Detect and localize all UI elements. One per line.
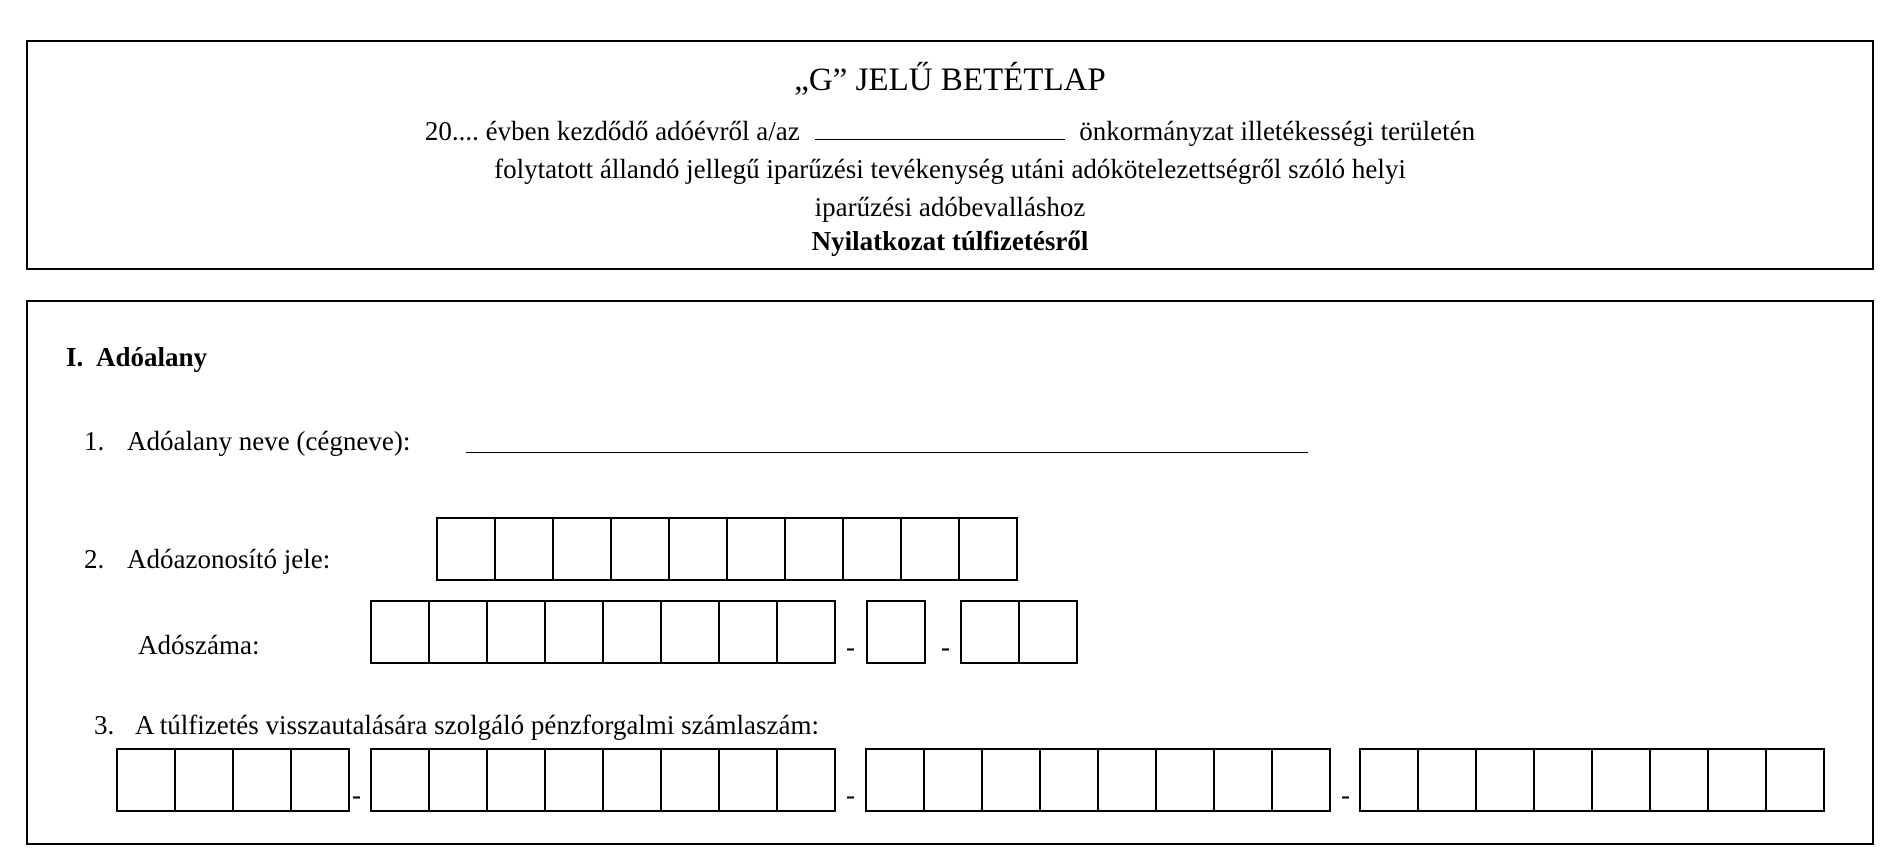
digit-cell[interactable] [1709,750,1767,810]
subtitle-line-1-end: önkormányzat illetékességi területén [1079,116,1476,146]
tax-number-separator-2: - [941,632,950,662]
digit-cell[interactable] [1215,750,1273,810]
account-part-4[interactable] [1359,748,1825,812]
digit-cell[interactable] [372,750,430,810]
municipality-blank[interactable] [815,117,1065,140]
digit-cell[interactable] [720,750,778,810]
digit-cell[interactable] [778,602,836,662]
digit-cell[interactable] [604,602,662,662]
tax-number-separator-1: - [846,632,855,662]
header-box [26,40,1874,270]
digit-cell[interactable] [1361,750,1419,810]
digit-cell[interactable] [867,750,925,810]
digit-cell[interactable] [960,519,1018,579]
item-3-text: A túlfizetés visszautalására szolgáló pénzforgalmi számlaszám: [135,710,820,740]
digit-cell[interactable] [868,602,926,662]
digit-cell[interactable] [844,519,902,579]
digit-cell[interactable] [983,750,1041,810]
section-heading-number: I. [66,342,84,372]
digit-cell[interactable] [176,750,234,810]
item-3-number: 3. [94,710,115,740]
item-2-label [84,544,330,575]
digit-cell[interactable] [546,750,604,810]
digit-cell[interactable] [720,602,778,662]
digit-cell[interactable] [430,602,488,662]
digit-cell[interactable] [372,602,430,662]
account-part-1[interactable] [116,748,350,812]
digit-cell[interactable] [1041,750,1099,810]
item-1-text: Adóalany neve (cégneve): [127,426,411,456]
digit-cell[interactable] [438,519,496,579]
item-1-label [84,426,410,457]
digit-cell[interactable] [292,750,350,810]
item-2-number: 2. [84,544,105,574]
digit-cell[interactable] [1477,750,1535,810]
section-heading-text: Adóalany [96,342,208,372]
digit-cell[interactable] [1419,750,1477,810]
digit-cell[interactable] [1651,750,1709,810]
tax-number-part-3[interactable] [960,600,1078,664]
digit-cell[interactable] [670,519,728,579]
digit-cell[interactable] [786,519,844,579]
digit-cell[interactable] [902,519,960,579]
digit-cell[interactable] [962,602,1020,662]
digit-cell[interactable] [488,602,546,662]
account-part-3[interactable] [865,748,1331,812]
digit-cell[interactable] [234,750,292,810]
digit-cell[interactable] [612,519,670,579]
account-separator-3: - [1341,780,1350,810]
tax-number-part-1[interactable] [370,600,836,664]
digit-cell[interactable] [1157,750,1215,810]
account-separator-1: - [352,780,361,810]
subtitle-line-2: folytatott állandó jellegű iparűzési tevékenység utáni adókötelezettségről szóló helyi [494,154,1406,184]
digit-cell[interactable] [728,519,786,579]
digit-cell[interactable] [604,750,662,810]
digit-cell[interactable] [662,602,720,662]
digit-cell[interactable] [662,750,720,810]
digit-cell[interactable] [778,750,836,810]
digit-cell[interactable] [546,602,604,662]
digit-cell[interactable] [925,750,983,810]
digit-cell[interactable] [1535,750,1593,810]
digit-cell[interactable] [488,750,546,810]
subtitle-line-3: iparűzési adóbevalláshoz [814,192,1086,222]
account-separator-2: - [846,780,855,810]
taxpayer-section [26,300,1874,845]
form-title: „G” JELŰ BETÉTLAP [794,62,1106,98]
digit-cell[interactable] [1767,750,1825,810]
digit-cell[interactable] [554,519,612,579]
digit-cell[interactable] [496,519,554,579]
subtitle-line-1-start: 20.... évben kezdődő adóévről a/az [424,116,800,146]
item-2-text: Adóazonosító jele: [127,544,331,574]
digit-cell[interactable] [118,750,176,810]
digit-cell[interactable] [430,750,488,810]
adoszam-label: Adószáma: [138,630,260,660]
item-1-number: 1. [84,426,105,456]
tax-id-field[interactable] [436,517,1018,581]
declaration-title: Nyilatkozat túlfizetésről [811,226,1089,256]
tax-number-part-2[interactable] [866,600,926,664]
digit-cell[interactable] [1593,750,1651,810]
account-part-2[interactable] [370,748,836,812]
taxpayer-name-field[interactable] [466,452,1308,453]
subtitle-line-1 [28,116,1872,147]
digit-cell[interactable] [1099,750,1157,810]
item-3-label [94,710,819,741]
digit-cell[interactable] [1273,750,1331,810]
digit-cell[interactable] [1020,602,1078,662]
section-heading [66,342,207,373]
